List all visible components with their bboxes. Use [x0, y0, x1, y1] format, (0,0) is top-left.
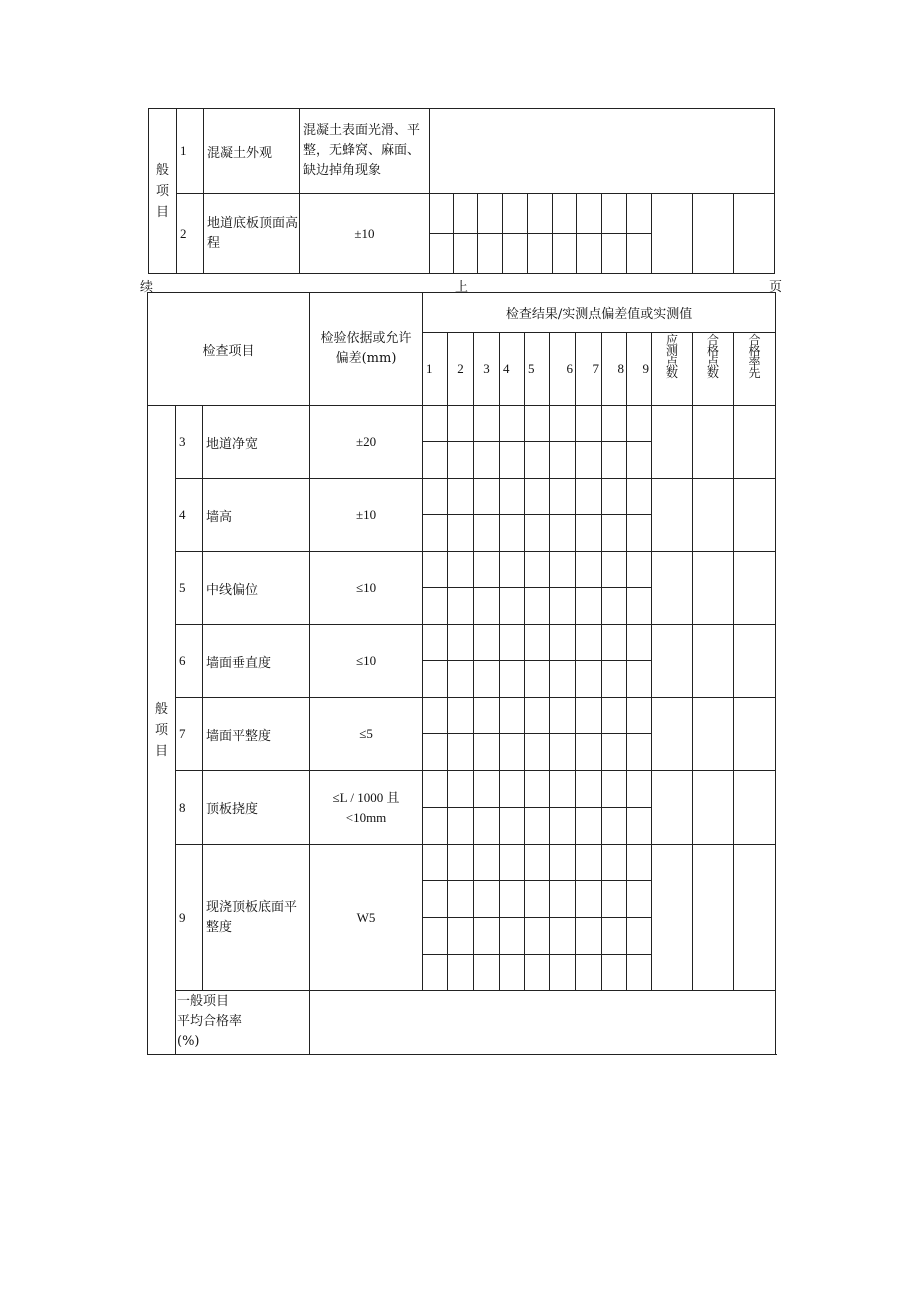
header-point-1: 1: [423, 333, 448, 406]
row-5-criterion: ≤10: [310, 552, 423, 625]
header-point-5: 5: [525, 333, 550, 406]
result-cell[interactable]: [448, 808, 474, 845]
result-cell[interactable]: [474, 479, 500, 515]
result-cell[interactable]: [448, 515, 474, 552]
result-cell[interactable]: [576, 552, 602, 588]
pass-rate-cell[interactable]: [734, 479, 776, 552]
result-cell[interactable]: [500, 625, 525, 661]
result-cell[interactable]: [423, 479, 448, 515]
result-cell[interactable]: [423, 918, 448, 955]
result-cell[interactable]: [525, 552, 550, 588]
result-cell[interactable]: [602, 442, 627, 479]
row-8-no: 8: [176, 771, 203, 845]
result-cell[interactable]: [423, 442, 448, 479]
result-cell[interactable]: [627, 661, 652, 698]
result-cell[interactable]: [525, 588, 550, 625]
row-7-criterion: ≤5: [310, 698, 423, 771]
result-cell[interactable]: [525, 479, 550, 515]
result-cell[interactable]: [525, 845, 550, 881]
footer-average-pass-rate-value[interactable]: [310, 991, 776, 1055]
result-cell[interactable]: [423, 955, 448, 991]
result-cell[interactable]: [550, 918, 576, 955]
result-cell[interactable]: [423, 406, 448, 442]
result-cell[interactable]: [503, 234, 528, 274]
result-cell[interactable]: [525, 881, 550, 918]
result-cell[interactable]: [550, 955, 576, 991]
result-cell[interactable]: [602, 552, 627, 588]
result-cell[interactable]: [627, 918, 652, 955]
result-cell[interactable]: [474, 442, 500, 479]
result-cell[interactable]: [423, 881, 448, 918]
result-cell[interactable]: [553, 234, 577, 274]
header-point-3: 3: [474, 333, 500, 406]
result-cell[interactable]: [576, 881, 602, 918]
result-cell[interactable]: [627, 734, 652, 771]
result-cell[interactable]: [528, 234, 553, 274]
result-cell[interactable]: [423, 771, 448, 808]
result-cell[interactable]: [525, 661, 550, 698]
result-cell[interactable]: [576, 515, 602, 552]
header-results: 检查结果/实测点偏差值或实测值: [423, 293, 776, 333]
result-cell[interactable]: [627, 406, 652, 442]
result-cell[interactable]: [474, 625, 500, 661]
result-cell[interactable]: [627, 442, 652, 479]
result-cell[interactable]: [500, 771, 525, 808]
pass-points-cell[interactable]: [693, 194, 734, 274]
header-point-7: 7: [576, 333, 602, 406]
result-cell[interactable]: [550, 625, 576, 661]
result-cell[interactable]: [423, 808, 448, 845]
result-cell[interactable]: [576, 661, 602, 698]
top-row-1-item: 混凝土外观: [204, 109, 300, 194]
result-cell[interactable]: [525, 442, 550, 479]
result-cell[interactable]: [448, 845, 474, 881]
should-measure-cell[interactable]: [652, 406, 693, 479]
result-cell[interactable]: [576, 808, 602, 845]
result-cell[interactable]: [627, 881, 652, 918]
should-measure-cell[interactable]: [652, 625, 693, 698]
result-cell[interactable]: [602, 734, 627, 771]
row-5-no: 5: [176, 552, 203, 625]
result-cell[interactable]: [448, 479, 474, 515]
pass-points-cell[interactable]: [693, 845, 734, 991]
result-cell[interactable]: [577, 194, 602, 234]
result-cell[interactable]: [576, 406, 602, 442]
result-cell[interactable]: [423, 552, 448, 588]
row-7-no: 7: [176, 698, 203, 771]
result-cell[interactable]: [602, 845, 627, 881]
result-cell[interactable]: [448, 406, 474, 442]
row-4-criterion: ±10: [310, 479, 423, 552]
result-cell[interactable]: [474, 406, 500, 442]
result-cell[interactable]: [602, 234, 627, 274]
footer-average-pass-rate-label: 一般项目 平均合格率 (%): [176, 991, 310, 1055]
result-cell[interactable]: [576, 479, 602, 515]
result-cell[interactable]: [550, 442, 576, 479]
result-cell[interactable]: [474, 661, 500, 698]
header-pass-rate: 合 格 率 先: [734, 333, 776, 406]
result-cell[interactable]: [525, 955, 550, 991]
result-cell[interactable]: [474, 588, 500, 625]
result-cell[interactable]: [423, 698, 448, 734]
result-cell[interactable]: [627, 698, 652, 734]
should-measure-cell[interactable]: [652, 194, 693, 274]
header-point-4: 4: [500, 333, 525, 406]
pass-points-cell[interactable]: [693, 479, 734, 552]
result-cell[interactable]: [423, 734, 448, 771]
result-cell[interactable]: [627, 955, 652, 991]
result-cell[interactable]: [448, 552, 474, 588]
result-cell[interactable]: [474, 955, 500, 991]
row-8-item: 顶板挠度: [203, 771, 310, 845]
result-cell[interactable]: [454, 194, 478, 234]
result-cell[interactable]: [627, 515, 652, 552]
should-measure-cell[interactable]: [652, 552, 693, 625]
result-cell[interactable]: [627, 771, 652, 808]
result-cell[interactable]: [423, 515, 448, 552]
result-cell[interactable]: [602, 625, 627, 661]
result-cell[interactable]: [503, 194, 528, 234]
result-cell[interactable]: [627, 845, 652, 881]
main-group-label: 般 项 目: [148, 406, 176, 1055]
row-7-item: 墙面平整度: [203, 698, 310, 771]
row-6-no: 6: [176, 625, 203, 698]
header-basis: 检验依据或允许偏差(mm): [310, 293, 423, 406]
result-cell[interactable]: [627, 588, 652, 625]
result-cell[interactable]: [602, 771, 627, 808]
result-cell[interactable]: [500, 881, 525, 918]
result-cell[interactable]: [423, 625, 448, 661]
result-cell[interactable]: [500, 406, 525, 442]
should-measure-cell[interactable]: [652, 845, 693, 991]
result-cell[interactable]: [576, 734, 602, 771]
result-cell[interactable]: [448, 588, 474, 625]
result-cell[interactable]: [500, 588, 525, 625]
result-cell[interactable]: [602, 661, 627, 698]
result-cell[interactable]: [500, 808, 525, 845]
row-8-criterion: ≤L / 1000 且 <10mm: [310, 771, 423, 845]
result-cell[interactable]: [602, 881, 627, 918]
row-9-no: 9: [176, 845, 203, 991]
pass-rate-cell[interactable]: [734, 771, 776, 845]
result-cell[interactable]: [550, 881, 576, 918]
result-cell[interactable]: [550, 845, 576, 881]
pass-points-cell[interactable]: [693, 698, 734, 771]
result-cell[interactable]: [525, 515, 550, 552]
result-cell[interactable]: [576, 625, 602, 661]
result-cell[interactable]: [474, 734, 500, 771]
result-cell[interactable]: [576, 918, 602, 955]
result-cell[interactable]: [474, 808, 500, 845]
row-5-item: 中线偏位: [203, 552, 310, 625]
result-cell[interactable]: [500, 661, 525, 698]
result-cell[interactable]: [576, 588, 602, 625]
result-cell[interactable]: [448, 955, 474, 991]
pass-rate-cell[interactable]: [734, 406, 776, 479]
result-cell[interactable]: [577, 234, 602, 274]
row-9-criterion: W5: [310, 845, 423, 991]
result-cell[interactable]: [553, 194, 577, 234]
result-cell[interactable]: [474, 771, 500, 808]
result-cell[interactable]: [500, 845, 525, 881]
row-6-item: 墙面垂直度: [203, 625, 310, 698]
result-cell[interactable]: [448, 734, 474, 771]
result-cell[interactable]: [550, 808, 576, 845]
result-cell[interactable]: [602, 194, 627, 234]
top-row-1-no: 1: [177, 109, 204, 194]
pass-points-cell[interactable]: [693, 625, 734, 698]
row-6-criterion: ≤10: [310, 625, 423, 698]
continuation-right: 页: [769, 280, 783, 295]
result-cell[interactable]: [474, 881, 500, 918]
main-inspection-table: [147, 292, 776, 1055]
row-9-item: 现浇顶板底面平整度: [203, 845, 310, 991]
top-row-1-criterion: 混凝土表面光滑、平整，无蜂窝、麻面、缺边掉角现象: [300, 109, 430, 194]
top-group-label: 般 项 目: [149, 109, 177, 274]
result-cell[interactable]: [500, 552, 525, 588]
pass-points-cell[interactable]: [693, 406, 734, 479]
result-cell[interactable]: [474, 552, 500, 588]
header-point-6: 6: [550, 333, 576, 406]
result-cell[interactable]: [448, 661, 474, 698]
result-cell[interactable]: [448, 698, 474, 734]
result-cell[interactable]: [474, 845, 500, 881]
result-cell[interactable]: [448, 771, 474, 808]
result-cell[interactable]: [550, 661, 576, 698]
result-cell[interactable]: [525, 406, 550, 442]
pass-points-cell[interactable]: [693, 552, 734, 625]
result-cell[interactable]: [602, 515, 627, 552]
result-cell[interactable]: [550, 552, 576, 588]
result-cell[interactable]: [474, 515, 500, 552]
result-cell[interactable]: [448, 442, 474, 479]
result-cell[interactable]: [550, 479, 576, 515]
result-cell[interactable]: [525, 918, 550, 955]
header-should-measure: 应 测 点 数: [652, 333, 693, 406]
row-3-no: 3: [176, 406, 203, 479]
result-cell[interactable]: [550, 771, 576, 808]
result-cell[interactable]: [627, 194, 652, 234]
result-cell[interactable]: [602, 588, 627, 625]
result-cell[interactable]: [448, 881, 474, 918]
result-cell[interactable]: [550, 734, 576, 771]
result-cell[interactable]: [474, 698, 500, 734]
result-cell[interactable]: [525, 734, 550, 771]
continuation-mid: 上: [455, 280, 469, 295]
result-cell[interactable]: [528, 194, 553, 234]
result-cell[interactable]: [448, 625, 474, 661]
should-measure-cell[interactable]: [652, 771, 693, 845]
result-cell[interactable]: [474, 918, 500, 955]
result-cell[interactable]: [525, 698, 550, 734]
result-cell[interactable]: [550, 406, 576, 442]
result-cell[interactable]: [430, 194, 454, 234]
result-cell[interactable]: [627, 479, 652, 515]
header-point-9: 9: [627, 333, 652, 406]
result-cell[interactable]: [627, 625, 652, 661]
header-item: 检查项目: [148, 293, 310, 406]
should-measure-cell[interactable]: [652, 479, 693, 552]
result-cell[interactable]: [576, 442, 602, 479]
result-cell[interactable]: [602, 918, 627, 955]
result-cell[interactable]: [576, 771, 602, 808]
pass-rate-cell[interactable]: [734, 625, 776, 698]
result-cell[interactable]: [627, 808, 652, 845]
result-cell[interactable]: [602, 406, 627, 442]
result-cell[interactable]: [430, 234, 454, 274]
result-cell[interactable]: [500, 515, 525, 552]
top-row-2-item: 地道底板顶面高程: [204, 194, 300, 274]
result-cell[interactable]: [500, 442, 525, 479]
result-cell[interactable]: [576, 955, 602, 991]
should-measure-cell[interactable]: [652, 698, 693, 771]
continuation-left: 续: [140, 280, 154, 295]
result-cell[interactable]: [500, 734, 525, 771]
pass-rate-cell[interactable]: [734, 194, 775, 274]
header-point-2: 2: [448, 333, 474, 406]
result-cell[interactable]: [448, 918, 474, 955]
header-pass-points: 合 格 点 数: [693, 333, 734, 406]
result-cell[interactable]: [500, 918, 525, 955]
result-cell[interactable]: [525, 625, 550, 661]
result-cell[interactable]: [454, 234, 478, 274]
result-cell[interactable]: [500, 698, 525, 734]
top-inspection-table: [148, 108, 775, 274]
result-cell[interactable]: [478, 234, 503, 274]
result-cell[interactable]: [500, 479, 525, 515]
result-cell[interactable]: [602, 479, 627, 515]
result-cell[interactable]: [525, 771, 550, 808]
result-cell[interactable]: [576, 845, 602, 881]
result-cell[interactable]: [478, 194, 503, 234]
result-cell[interactable]: [602, 955, 627, 991]
row-3-criterion: ±20: [310, 406, 423, 479]
result-cell[interactable]: [627, 552, 652, 588]
result-cell[interactable]: [525, 808, 550, 845]
result-cell[interactable]: [550, 588, 576, 625]
pass-rate-cell[interactable]: [734, 552, 776, 625]
result-cell[interactable]: [576, 698, 602, 734]
result-cell[interactable]: [602, 698, 627, 734]
result-cell[interactable]: [423, 845, 448, 881]
pass-rate-cell[interactable]: [734, 845, 776, 991]
row-4-item: 墙高: [203, 479, 310, 552]
result-cell[interactable]: [500, 955, 525, 991]
pass-points-cell[interactable]: [693, 771, 734, 845]
top-row-2-no: 2: [177, 194, 204, 274]
result-cell[interactable]: [550, 515, 576, 552]
top-row-2-criterion: ±10: [300, 194, 430, 274]
result-cell[interactable]: [627, 234, 652, 274]
top-row-1-results[interactable]: [430, 109, 775, 194]
result-cell[interactable]: [602, 808, 627, 845]
result-cell[interactable]: [423, 588, 448, 625]
result-cell[interactable]: [550, 698, 576, 734]
header-point-8: 8: [602, 333, 627, 406]
row-3-item: 地道净宽: [203, 406, 310, 479]
result-cell[interactable]: [423, 661, 448, 698]
row-4-no: 4: [176, 479, 203, 552]
pass-rate-cell[interactable]: [734, 698, 776, 771]
